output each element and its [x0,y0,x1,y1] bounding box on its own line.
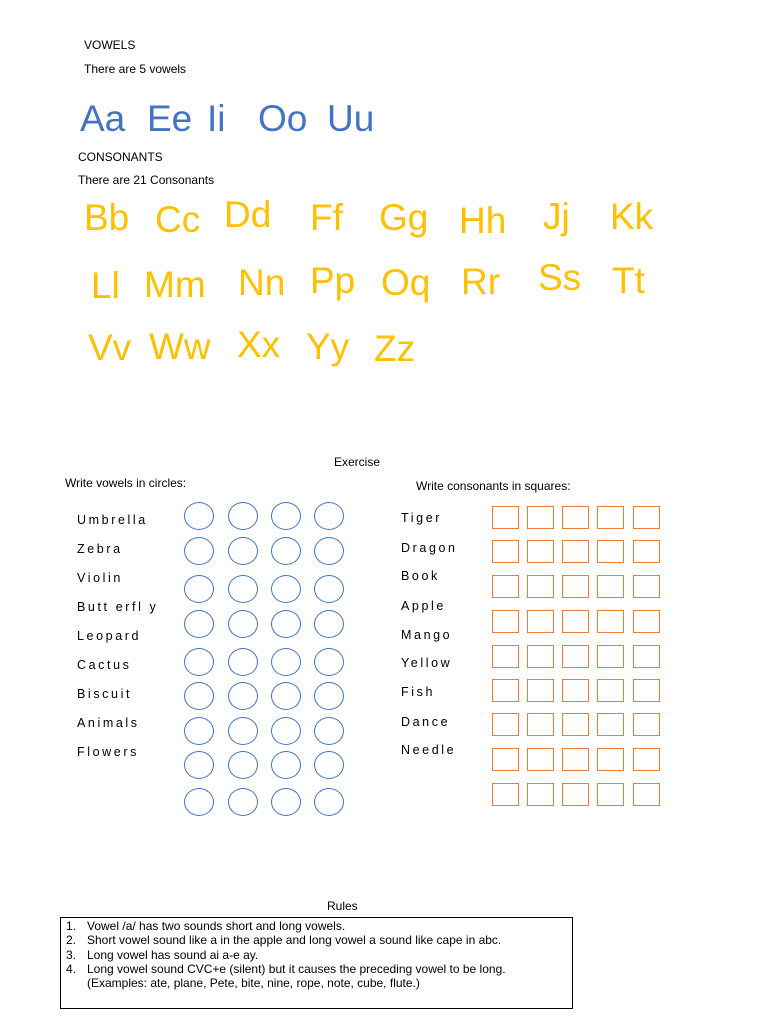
consonant-answer-square[interactable] [492,713,519,736]
vowel-answer-circle[interactable] [184,751,214,779]
rules-title: Rules [327,899,358,913]
vowel-answer-circle[interactable] [271,575,301,603]
consonant-word: Dragon [401,541,458,555]
vowel-word: Animals [77,716,140,730]
exercise-title: Exercise [334,455,381,469]
consonant-answer-square[interactable] [562,713,589,736]
vowel-answer-circle[interactable] [271,788,301,816]
consonant-answer-square[interactable] [562,783,589,806]
vowel-answer-circle[interactable] [314,537,344,565]
vowel-answer-circle[interactable] [314,610,344,638]
consonant-answer-square[interactable] [633,783,660,806]
consonant-word: Tiger [401,511,443,525]
vowel-answer-circle[interactable] [314,502,344,530]
vowel-answer-circle[interactable] [228,610,258,638]
rule-text: Short vowel sound like a in the apple and long vowel a sound like cape in abc. [87,933,502,947]
vowel-answer-circle[interactable] [184,717,214,745]
rule-item [66,962,506,976]
vowel-answer-circle[interactable] [271,502,301,530]
rule-item [66,948,258,962]
vowel-word: Butt erfl y [77,600,159,614]
rule-item [66,976,420,990]
rule-item [66,919,345,933]
consonant-answer-square[interactable] [597,645,624,668]
consonant-answer-square[interactable] [633,645,660,668]
consonant-word: Needle [401,743,457,757]
vowel-answer-circle[interactable] [271,648,301,676]
consonant-word: Fish [401,685,436,699]
consonant-answer-square[interactable] [527,713,554,736]
consonant-answer-square[interactable] [527,679,554,702]
consonant-answer-square[interactable] [562,506,589,529]
rule-text: Vowel /a/ has two sounds short and long vowels. [87,919,346,933]
consonant-letter: Nn [238,262,286,303]
vowel-answer-circle[interactable] [314,575,344,603]
vowel-word: Violin [77,571,123,585]
consonant-word: Apple [401,599,446,613]
consonant-answer-square[interactable] [633,540,660,563]
vowel-letter: Aa [80,98,126,139]
vowel-answer-circle[interactable] [228,717,258,745]
vowel-answer-circle[interactable] [228,751,258,779]
consonant-letter: Dd [224,194,272,235]
consonant-answer-square[interactable] [562,575,589,598]
consonant-answer-square[interactable] [527,540,554,563]
vowel-word: Zebra [77,542,123,556]
consonant-letter: Ss [538,257,582,298]
consonant-answer-square[interactable] [527,610,554,633]
rule-number: 3. [66,948,77,962]
consonant-answer-square[interactable] [597,540,624,563]
consonant-answer-square[interactable] [597,575,624,598]
vowel-word: Leopard [77,629,142,643]
rule-item [66,933,501,947]
consonant-answer-square[interactable] [527,645,554,668]
consonant-word: Yellow [401,656,453,670]
vowel-letter: Ee [147,98,193,139]
vowel-answer-circle[interactable] [228,788,258,816]
consonant-letter: Bb [84,197,130,238]
vowel-answer-circle[interactable] [184,788,214,816]
consonant-answer-square[interactable] [597,679,624,702]
consonant-answer-square[interactable] [492,540,519,563]
rule-text: Long vowel has sound ai a-e ay. [87,948,259,962]
consonant-answer-square[interactable] [597,783,624,806]
consonant-letter: Gg [379,197,429,238]
vowel-answer-circle[interactable] [228,502,258,530]
rule-number: 2. [66,933,77,947]
vowel-answer-circle[interactable] [228,682,258,710]
consonant-letter: Mm [144,264,206,305]
consonant-letter: Pp [310,260,356,301]
consonant-letter: Ll [91,265,120,306]
consonant-answer-square[interactable] [562,679,589,702]
vowels-subtitle: There are 5 vowels [84,62,187,76]
consonant-letter: Rr [461,261,501,302]
consonant-answer-square[interactable] [562,748,589,771]
consonant-answer-square[interactable] [527,748,554,771]
consonant-answer-square[interactable] [562,540,589,563]
vowel-answer-circle[interactable] [314,648,344,676]
consonant-letter: Xx [237,324,281,365]
consonant-letter: Yy [306,326,350,367]
consonant-answer-square[interactable] [597,748,624,771]
vowel-instruction: Write vowels in circles: [65,476,187,490]
consonant-answer-square[interactable] [492,748,519,771]
vowel-answer-circle[interactable] [228,648,258,676]
consonant-answer-square[interactable] [633,713,660,736]
consonant-word: Mango [401,628,453,642]
vowel-letter: Uu [327,98,375,139]
consonant-answer-square[interactable] [527,575,554,598]
consonant-letter: Cc [155,199,201,240]
consonant-letter: Zz [374,328,416,369]
rule-text: Long vowel sound CVC+e (silent) but it causes the preceding vowel to be long. [87,962,506,976]
consonant-letter: Vv [88,327,132,368]
consonant-answer-square[interactable] [633,610,660,633]
consonant-answer-square[interactable] [492,679,519,702]
consonant-answer-square[interactable] [562,645,589,668]
consonant-word: Book [401,569,440,583]
consonant-answer-square[interactable] [633,679,660,702]
consonant-letter: Tt [612,260,645,301]
consonant-letter: Ww [149,326,211,367]
vowel-answer-circle[interactable] [271,537,301,565]
consonant-letter: Hh [459,200,507,241]
rule-number: 4. [66,962,77,976]
consonant-answer-square[interactable] [492,506,519,529]
vowel-answer-circle[interactable] [184,502,214,530]
vowel-answer-circle[interactable] [314,682,344,710]
consonant-letter: Jj [543,196,570,237]
consonant-letter: Kk [610,196,654,237]
vowel-word: Umbrella [77,513,148,527]
consonants-subtitle: There are 21 Consonants [78,173,215,187]
vowel-answer-circle[interactable] [314,717,344,745]
vowel-answer-circle[interactable] [271,682,301,710]
consonant-word: Dance [401,715,451,729]
vowel-answer-circle[interactable] [228,575,258,603]
consonant-answer-square[interactable] [633,575,660,598]
vowel-answer-circle[interactable] [271,610,301,638]
consonant-answer-square[interactable] [597,610,624,633]
consonant-answer-square[interactable] [562,610,589,633]
vowel-answer-circle[interactable] [314,788,344,816]
consonant-answer-square[interactable] [597,506,624,529]
consonant-answer-square[interactable] [492,645,519,668]
vowel-answer-circle[interactable] [184,537,214,565]
vowel-answer-circle[interactable] [184,575,214,603]
vowel-answer-circle[interactable] [184,610,214,638]
vowel-word: Biscuit [77,687,133,701]
consonant-instruction: Write consonants in squares: [416,479,571,493]
consonant-answer-square[interactable] [492,610,519,633]
consonant-answer-square[interactable] [633,748,660,771]
vowel-answer-circle[interactable] [228,537,258,565]
consonants-title: CONSONANTS [78,150,163,164]
consonant-answer-square[interactable] [527,783,554,806]
vowel-answer-circle[interactable] [184,648,214,676]
vowel-letter: Oo [258,98,308,139]
consonant-answer-square[interactable] [492,783,519,806]
vowels-title: VOWELS [84,38,136,52]
consonant-letter: Ff [310,197,343,238]
consonant-answer-square[interactable] [527,506,554,529]
rule-number: 1. [66,919,77,933]
consonant-answer-square[interactable] [597,713,624,736]
vowel-word: Flowers [77,745,139,759]
vowel-answer-circle[interactable] [271,751,301,779]
vowel-answer-circle[interactable] [184,682,214,710]
consonant-letter: Oq [381,262,431,303]
vowel-letter: Ii [207,98,226,139]
rule-text: (Examples: ate, plane, Pete, bite, nine, rope, note, cube, flute.) [87,976,420,990]
consonant-answer-square[interactable] [492,575,519,598]
vowel-answer-circle[interactable] [271,717,301,745]
vowel-word: Cactus [77,658,132,672]
vowel-answer-circle[interactable] [314,751,344,779]
consonant-answer-square[interactable] [633,506,660,529]
